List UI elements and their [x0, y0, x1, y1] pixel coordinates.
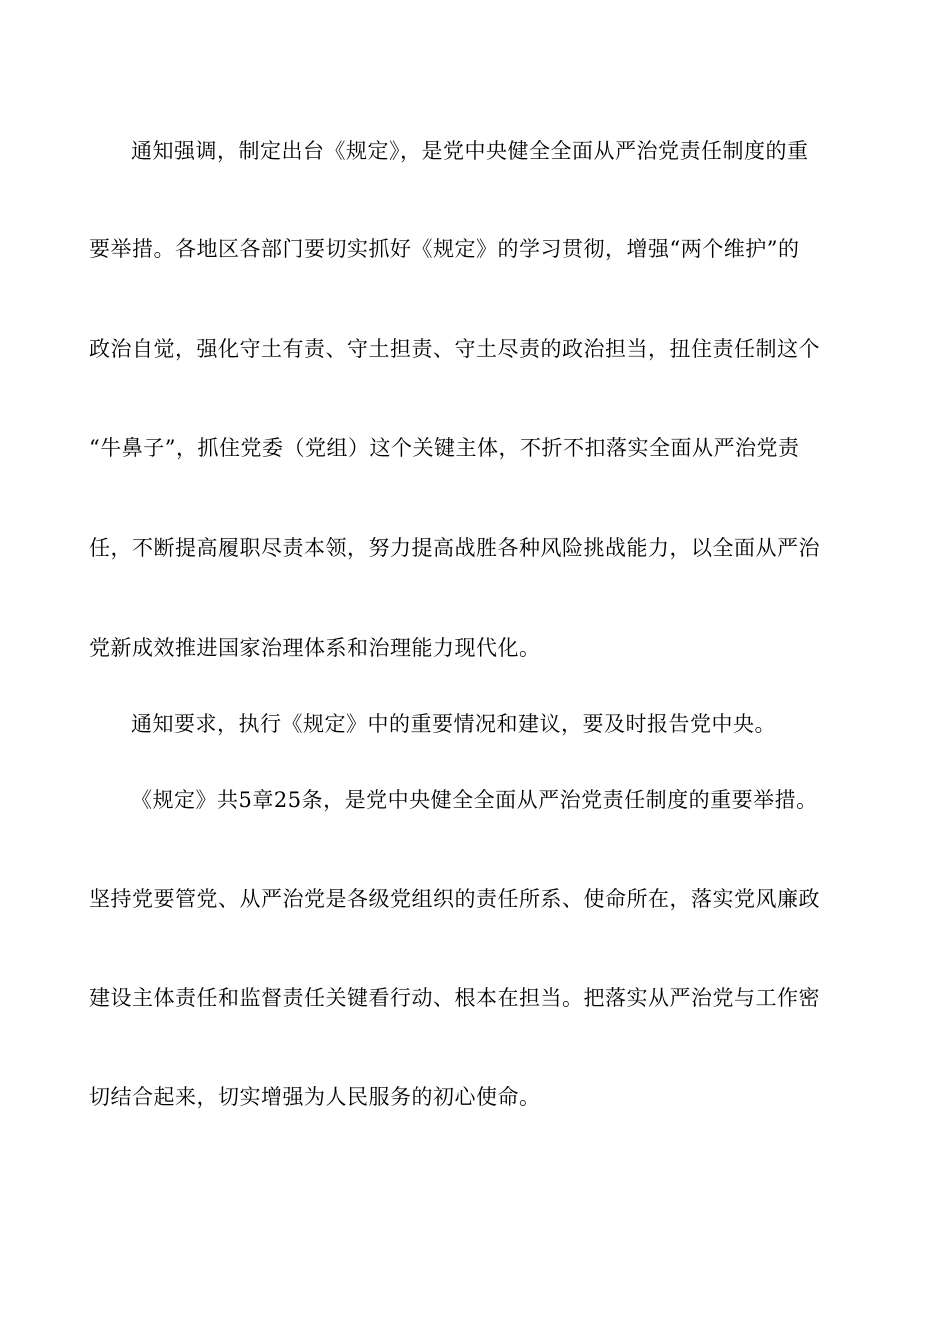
p1-line-4: “牛鼻子”，抓住党委（党组）这个关键主体，不折不扣落实全面从严治党责: [89, 436, 800, 460]
p1-line-2: 要举措。各地区各部门要切实抓好《规定》的学习贯彻，增强“两个维护”的: [89, 237, 800, 261]
p1-line-5: 任，不断提高履职尽责本领，努力提高战胜各种风险挑战能力，以全面从严治: [89, 536, 820, 560]
p1-line-1: 通知强调，制定出台《规定》，是党中央健全全面从严治党责任制度的重: [131, 139, 809, 163]
p3-line-3: 建设主体责任和监督责任关键看行动、根本在担当。把落实从严治党与工作密: [89, 986, 820, 1010]
p2-line-1: 通知要求，执行《规定》中的重要情况和建议，要及时报告党中央。: [131, 712, 776, 736]
p3-line-1: 《规定》共5章25条，是党中央健全全面从严治党责任制度的重要举措。: [131, 788, 818, 812]
p3-line-4: 切结合起来，切实增强为人民服务的初心使命。: [89, 1085, 541, 1109]
p1-line-6: 党新成效推进国家治理体系和治理能力现代化。: [89, 636, 541, 660]
p3-line-2: 坚持党要管党、从严治党是各级党组织的责任所系、使命所在，落实党风廉政: [89, 887, 820, 911]
p1-line-3: 政治自觉，强化守土有责、守土担责、守土尽责的政治担当，扭住责任制这个: [89, 337, 820, 361]
